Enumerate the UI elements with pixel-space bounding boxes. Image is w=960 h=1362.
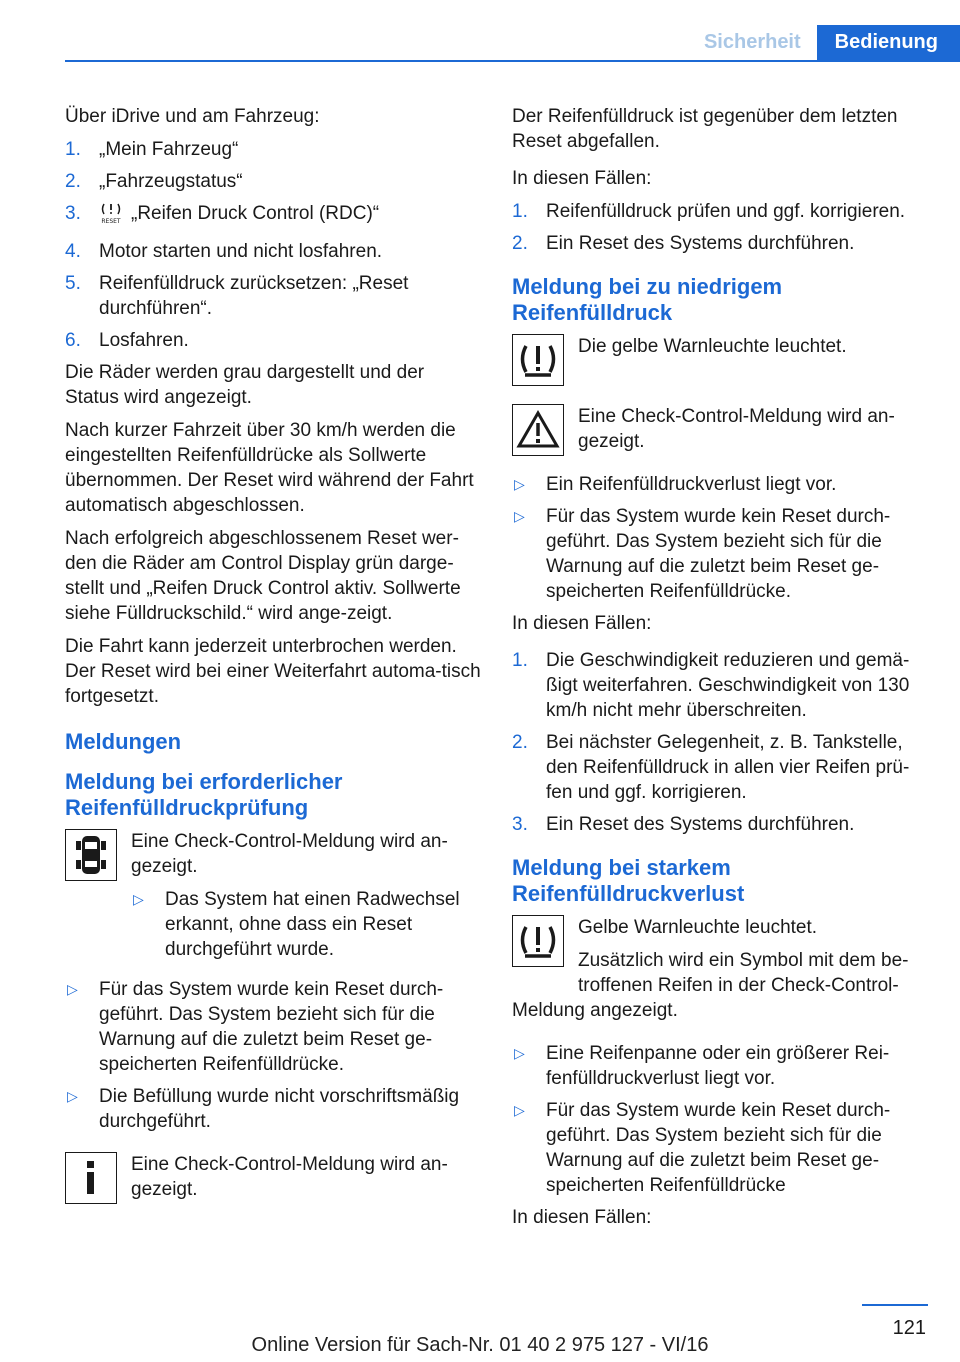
header-rule [65,60,960,62]
car-top-view-icon [65,829,117,881]
tire-pressure-warning-icon [512,915,564,967]
triangle-bullet-icon: ▷ [133,891,144,907]
list-item [65,137,483,162]
bullet-text: Für das System wurde kein Reset durch‐geführt. Das System bezieht sich für die Warnung auf die zuletzt beim Reset ge‐speicherten Reifenfülldrücke. [546,506,891,602]
list-item [131,887,483,962]
triangle-bullet-icon: ▷ [514,1102,525,1118]
list-item [512,472,930,497]
tab-safety[interactable]: Sicherheit [703,31,801,53]
bullet-list [512,472,930,604]
step-number: 2. [512,732,528,753]
step-text: Reifenfülldruck prüfen und ggf. korrigieren. [546,201,906,222]
paragraph: In diesen Fällen: [512,168,652,189]
list-item [65,271,483,321]
step-text: Reifenfülldruck zurücksetzen: „Reset durchführen“. [99,273,409,319]
triangle-bullet-icon: ▷ [514,1045,525,1061]
icon-row [65,829,483,969]
step-text: Die Geschwindigkeit reduzieren und gemä‐ßigt weiterfahren. Geschwindigkeit von 130 km/h nicht mehr überschreiten. [546,650,910,721]
footer-rule [862,1304,928,1306]
step-text: Bei nächster Gelegenheit, z. B. Tankstelle, den Reifenfülldruck in allen vier Reifen prü‐fen und ggf. korrigieren. [546,732,910,803]
triangle-bullet-icon: ▷ [67,1088,78,1104]
list-item [512,1098,930,1198]
step-text: Losfahren. [99,330,189,351]
bullet-text: Für das System wurde kein Reset durch‐geführt. Das System bezieht sich für die Warnung auf die zuletzt beim Reset ge‐speicherten Reifenfülldrücke. [99,979,444,1075]
icon-row [512,915,930,998]
check-control-message: Eine Check-Control-Meldung wird an‐gezeigt. [131,831,448,877]
step-number: 1. [65,139,81,160]
intro-text: Über iDrive und am Fahrzeug: [65,106,320,127]
list-item [512,730,930,805]
list-item [512,648,930,723]
online-version-footer: Online Version für Sach-Nr. 01 40 2 975 127 - VI/16 [251,1334,709,1356]
section-heading-required-check: Meldung bei erforderlicher Reifenfülldruckprüfung [65,769,343,820]
left-column [65,104,483,1218]
step-number: 3. [65,203,81,224]
step-number: 1. [512,650,528,671]
bullet-list [65,977,483,1134]
step-text: „Fahrzeugstatus“ [99,171,243,192]
header-tabs [688,25,960,60]
step-number: 6. [65,330,81,351]
list-item [65,328,483,353]
section-heading-messages: Meldungen [65,729,182,754]
symbol-message-text-cont: Meldung angezeigt. [512,1000,678,1021]
tab-operation[interactable]: Bedienung [817,25,960,60]
bullet-text: Eine Reifenpanne oder ein größerer Rei‐fenfülldruckverlust liegt vor. [546,1043,890,1089]
icon-row [512,404,930,462]
step-text: Ein Reset des Systems durchführen. [546,233,855,254]
action-steps-list [512,648,930,837]
step-text: Motor starten und nicht losfahren. [99,241,383,262]
step-text: „Mein Fahrzeug“ [99,139,239,160]
list-item [512,199,930,224]
paragraph: Nach erfolgreich abgeschlossenem Reset wer‐den die Räder am Control Display grün darge‐stellt und „Reifen Druck Control aktiv. Sollwerte siehe Fülldruckschild.“ wird ange‐zeigt. [65,528,461,624]
tire-pressure-warning-icon [512,334,564,386]
step-number: 5. [65,273,81,294]
paragraph: Nach kurzer Fahrzeit über 30 km/h werden die eingestellten Reifenfülldrücke als Sollwerte übernommen. Der Reset wird während der Fahrt automatisch abgeschlossen. [65,420,474,516]
check-control-message: Eine Check-Control-Meldung wird an‐gezeigt. [131,1154,448,1200]
warning-light-text: Die gelbe Warnleuchte leuchtet. [578,336,847,357]
step-text: „Reifen Druck Control (RDC)“ [131,203,380,224]
step-number: 3. [512,814,528,835]
svg-text:RESET: RESET [101,218,121,225]
right-column [512,104,930,1238]
page-number: 121 [892,1317,926,1339]
step-text: Ein Reset des Systems durchführen. [546,814,855,835]
list-item [65,977,483,1077]
info-icon [65,1152,117,1204]
check-control-message: Eine Check-Control-Meldung wird an‐gezeigt. [578,406,895,452]
warning-triangle-icon [512,404,564,456]
section-heading-low-pressure: Meldung bei zu niedrigem Reifenfülldruck [512,274,783,325]
triangle-bullet-icon: ▷ [514,476,525,492]
paragraph: Die Fahrt kann jederzeit unterbrochen werden. Der Reset wird bei einer Weiterfahrt automa‐tisch fortgesetzt. [65,636,481,707]
list-item [65,201,483,232]
list-item [512,504,930,604]
list-item [512,1041,930,1091]
bullet-text: Das System hat einen Radwechsel erkannt, ohne dass ein Reset durchgeführt wurde. [165,889,460,960]
paragraph: In diesen Fällen: [512,1207,652,1228]
bullet-list [512,1041,930,1198]
nested-bullet-list [131,887,483,962]
list-item [512,812,930,837]
bullet-text: Ein Reifenfülldruckverlust liegt vor. [546,474,837,495]
triangle-bullet-icon: ▷ [67,981,78,997]
list-item [512,231,930,256]
step-number: 4. [65,241,81,262]
step-number: 2. [65,171,81,192]
action-steps-list [512,199,930,256]
icon-row [512,334,930,386]
section-heading-strong-loss: Meldung bei starkem Reifenfülldruckverlust [512,855,745,906]
reset-steps-list [65,137,483,353]
step-number: 2. [512,233,528,254]
paragraph: Die Räder werden grau dargestellt und der Status wird angezeigt. [65,362,425,408]
bullet-text: Für das System wurde kein Reset durch‐geführt. Das System bezieht sich für die Warnung auf die zuletzt beim Reset ge‐speicherten Reifenfülldrücke [546,1100,891,1196]
triangle-bullet-icon: ▷ [514,508,525,524]
list-item [65,169,483,194]
list-item [65,239,483,264]
warning-light-text: Gelbe Warnleuchte leuchtet. [578,917,818,938]
list-item [65,1084,483,1134]
paragraph: Der Reifenfülldruck ist gegenüber dem letzten Reset abgefallen. [512,106,898,152]
symbol-message-text: Zusätzlich wird ein Symbol mit dem be‐troffenen Reifen in der Check-Control- [578,950,909,996]
paragraph: In diesen Fällen: [512,613,652,634]
step-number: 1. [512,201,528,222]
rdc-reset-icon [99,201,123,232]
icon-row [65,1152,483,1210]
bullet-text: Die Befüllung wurde nicht vorschriftsmäßig durchgeführt. [99,1086,460,1132]
